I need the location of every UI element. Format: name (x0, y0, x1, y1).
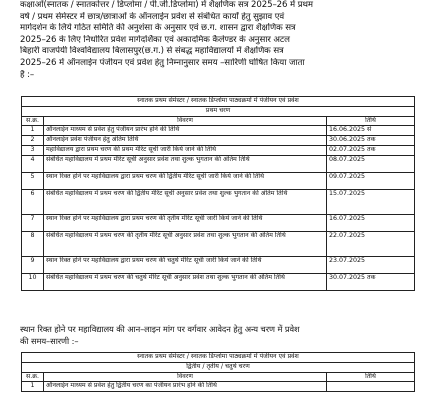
table-row (22, 146, 415, 156)
row-date: 15.07.2025 (327, 190, 415, 215)
row-date: 30.07.2025 तक (327, 274, 415, 291)
row-description: स्थान रिक्त होने पर महाविद्यालय द्वारा प्रथम चरण की चतुर्थ मेरिट सूची जारी किये जाने की तिथि (44, 257, 327, 274)
table-phase: द्वितीय / तृतीय / चतुर्थ चरण (22, 363, 415, 373)
table-title: स्नातक प्रथम सेमेस्टर / स्नातक डिप्लोमा पाठ्यक्रमों में पंजीयन एवं प्रवेश (22, 353, 415, 363)
table-row (22, 274, 415, 291)
row-serial: 8 (22, 232, 44, 257)
row-serial: 7 (22, 215, 44, 232)
column-header-serial: स.क्र. (22, 117, 44, 126)
table-row (22, 232, 415, 257)
column-header-date: तिथि (327, 373, 415, 382)
row-description: संबंधित महाविद्यालय में प्रथम मेरिट सूची अनुसार प्रवेश तथा शुल्क भुगतान की अंतिम तिथि (44, 156, 327, 173)
second-intro-line: स्थान रिक्त होने पर महाविद्यालय की आन–लाइन मांग पर वर्गवार आवेदन हेतु अन्य चरण में प्रवेश (20, 324, 300, 334)
row-date: 16.06.2025 से (327, 126, 415, 136)
row-description: स्थान रिक्त होने पर महाविद्यालय द्वारा प्रथम चरण की द्वितीय मेरिट सूची जारी किये जाने की तिथि (44, 173, 327, 190)
row-description: ऑनलाईन माध्यम से प्रवेश हेतु पंजीयन प्रारंभ होने की तिथि (44, 126, 327, 136)
row-date: 16.07.2025 (327, 215, 415, 232)
table-title: स्नातक प्रथम सेमेस्टर / स्नातक डिप्लोमा पाठ्यक्रमों में पंजीयन एवं प्रवेश (22, 97, 415, 107)
table-row (22, 136, 415, 146)
table-row (22, 173, 415, 190)
row-description: संबंधित महाविद्यालय में प्रथम चरण की तृतीय मेरिट सूची अनुसार प्रवेश तथा शुल्क भुगतान की अंतिम तिथि (44, 232, 327, 257)
row-date: 30.06.2025 तक (327, 136, 415, 146)
row-date: 08.07.2025 (327, 156, 415, 173)
first-phase-schedule-table (21, 96, 415, 291)
table-row (22, 190, 415, 215)
table-row (22, 382, 415, 392)
intro-line: कक्षाओं(स्नातक / स्नातकोत्तर / डिप्लोमा / पी.जी.डिप्लोमा) में शैक्षणिक सत्र 2025–26 में प्रथम (20, 0, 313, 10)
row-serial: 9 (22, 257, 44, 274)
intro-line: बिहारी वाजपेयी विश्वविद्यालय बिलासपुर(छ.ग.) से संबद्ध महाविद्यालयों में शैक्षणिक सत्र (20, 46, 284, 57)
row-date (327, 382, 415, 392)
column-header-date: तिथि (327, 117, 415, 126)
row-serial: 6 (22, 190, 44, 215)
column-header-description: विवरण (44, 373, 327, 382)
column-header-serial: स.क्र. (22, 373, 44, 382)
row-description: ऑनलाईन प्रवेश पंजीयन हेतु अंतिम तिथि (44, 136, 327, 146)
intro-line: 2025–26 में ऑनलाईन पंजीयन एवं प्रवेश हेतु निम्नानुसार समय –सारिणी घोषित किया जाता (20, 57, 305, 68)
row-serial: 2 (22, 136, 44, 146)
table-row (22, 156, 415, 173)
table-row (22, 126, 415, 136)
row-description: ऑनलाईन माध्यम से प्रवेश हेतु द्वितीय चरण का पंजीयन प्रारंभ होने की तिथि (44, 382, 327, 392)
intro-line: है :– (20, 69, 35, 80)
intro-paragraph (20, 0, 418, 81)
row-description: संबंधित महाविद्यालय में प्रथम चरण की चतुर्थ मेरिट सूची अनुसार प्रवेश तथा शुल्क भुगतान की अंतिम तिथि (44, 274, 327, 291)
intro-line: मार्गदर्शन के लिये गठित समिति की अनुशंसा के अनुसार एवं छ.ग. शासन द्वारा शैक्षणिक सत्र (20, 23, 296, 34)
row-date: 09.07.2025 (327, 173, 415, 190)
table-phase: प्रथम चरण (22, 107, 415, 117)
row-serial: 10 (22, 274, 44, 291)
column-header-description: विवरण (44, 117, 327, 126)
row-serial: 1 (22, 382, 44, 392)
table-row (22, 215, 415, 232)
row-date: 22.07.2025 (327, 232, 415, 257)
row-description: स्थान रिक्त होने पर महाविद्यालय द्वारा प्रथम चरण की तृतीय मेरिट सूची जारी किये जाने की तिथि (44, 215, 327, 232)
intro-line: वर्ष / प्रथम सेमेस्टर में छात्र/छात्राओं के ऑनलाईन प्रवेश से संबंधित कार्यों हेतु सुझाव एवं (20, 11, 285, 22)
table-row (22, 257, 415, 274)
second-intro-line: की समय–सारणी :– (20, 335, 79, 346)
row-date: 23.07.2025 (327, 257, 415, 274)
row-serial: 5 (22, 173, 44, 190)
row-description: संबंधित महाविद्यालय में प्रथम चरण की द्वितीय मेरिट सूची अनुसार प्रवेश तथा शुल्क भुगतान की अंतिम तिथि (44, 190, 327, 215)
row-serial: 4 (22, 156, 44, 173)
row-serial: 1 (22, 126, 44, 136)
row-date: 02.07.2025 तक (327, 146, 415, 156)
intro-line: 2025–26 के लिए निर्धारित प्रवेश मार्गदर्शिका एवं अकादमिक कैलेण्डर के अनुसार अटल (20, 34, 290, 45)
later-phases-schedule-table (21, 352, 415, 392)
second-phase-intro (20, 324, 420, 347)
row-description: महाविद्यालय द्वारा प्रथम चरण की प्रथम मेरिट सूची जारी किये जाने की तिथि (44, 146, 327, 156)
row-serial: 3 (22, 146, 44, 156)
